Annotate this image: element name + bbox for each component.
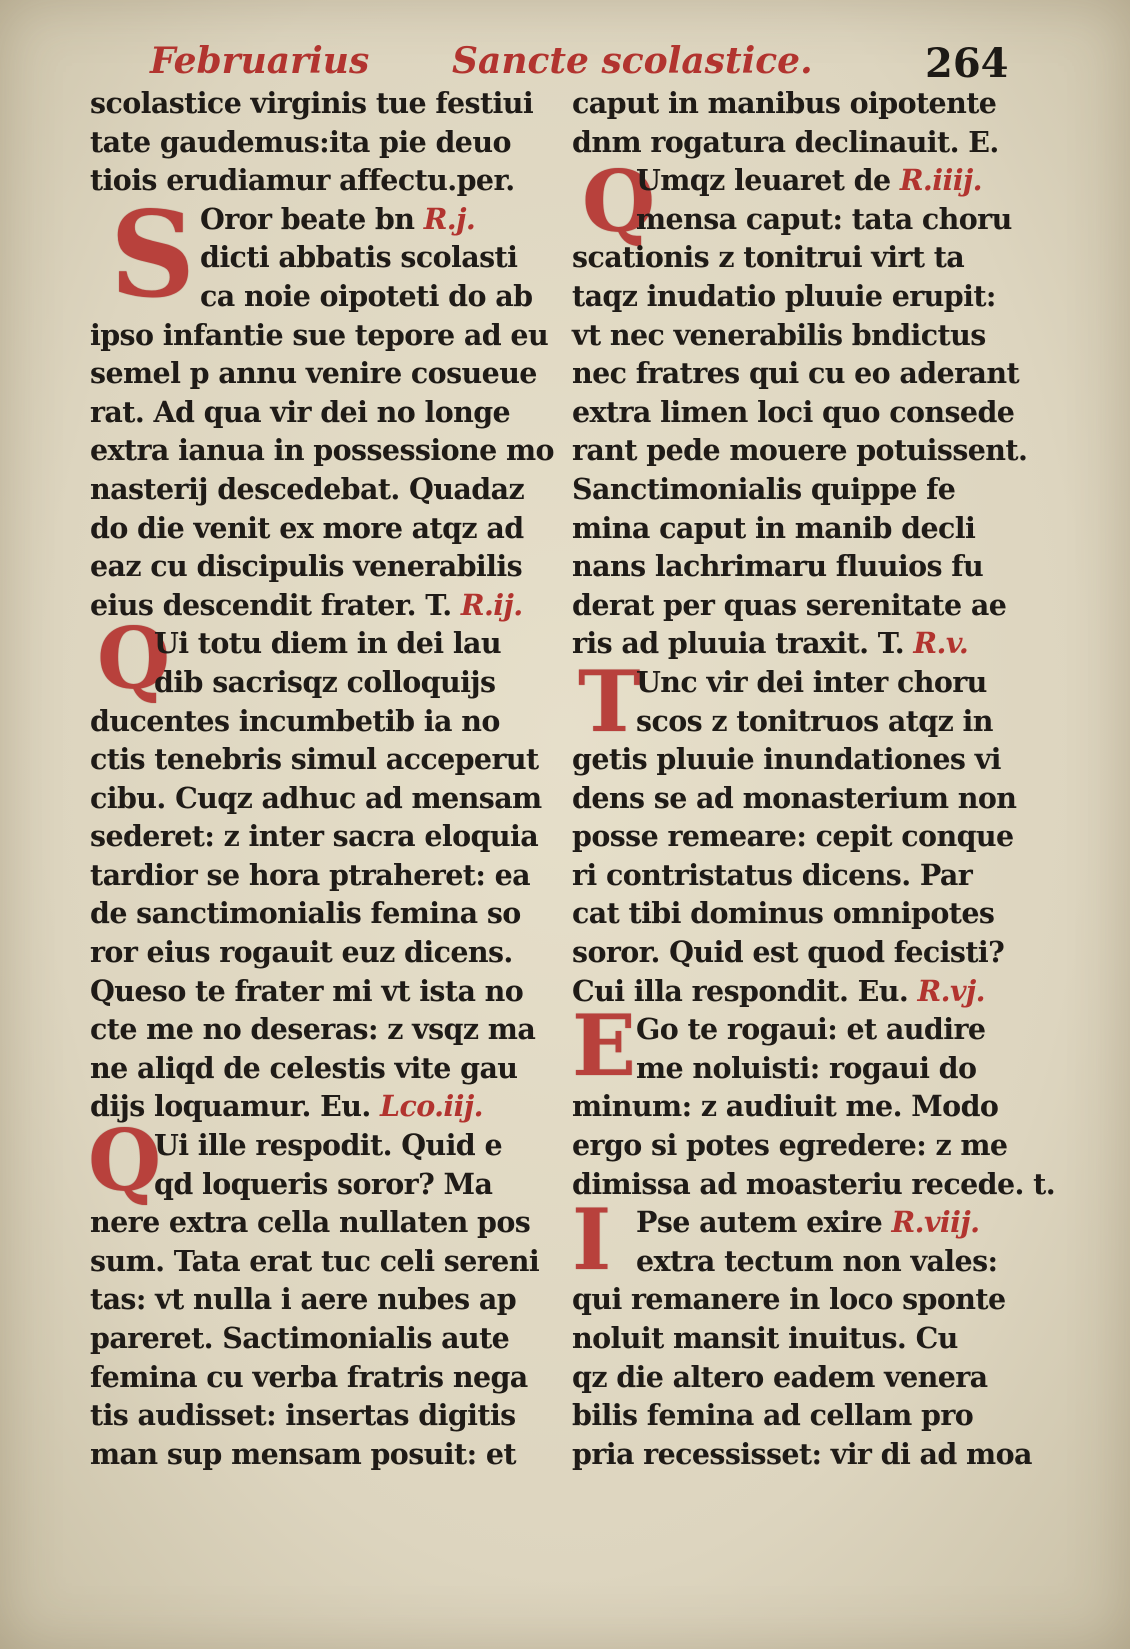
text-line: ri contristatus dicens. Par [572,857,973,892]
text-line: scolastice virginis tue festiui [90,86,534,120]
text-line: dicti abbatis scolasti [200,240,518,275]
rubric-responsory-6: R.vj. [917,973,985,1008]
text-line: tiois erudiamur affectu.per. [90,163,515,198]
text-line: extra limen loci quo consede [572,394,1015,429]
text-line: dens se ad monasterium non [572,780,1017,815]
text-line: bilis femina ad cellam pro [572,1398,974,1433]
text-line [90,1087,560,1126]
text-line: vt nec venerabilis bndictus [572,317,986,352]
text-line: extra tectum non vales: [636,1243,998,1278]
initial-q-3: Q [582,152,656,251]
text-span: Cui illa respondit. Eu. [572,973,909,1008]
text-line: ipso infantie sue tepore ad eu [90,317,549,352]
text-line: nans lachrimaru fluuios fu [572,549,984,584]
text-line: ne aliqd de celestis vite gau [90,1050,518,1085]
text-line: dimissa ad moasteriu recede. t. [572,1166,1056,1201]
text-line: sum. Tata erat tuc celi sereni [90,1243,540,1278]
text-line: ergo si potes egredere: z me [572,1128,1008,1163]
text-line: semel p annu venire cosueue [90,356,537,391]
text-line: cte me no deseras: z vsqz ma [90,1012,536,1047]
text-line: qz die altero eadem venera [572,1359,988,1394]
text-line: tardior se hora ptraheret: ea [90,857,530,892]
text-line: mina caput in manib decli [572,510,976,545]
text-line: Ui ille respodit. Quid e [154,1128,502,1163]
text-line [572,972,1028,1011]
text-line: nere extra cella nullaten pos [90,1205,531,1240]
rubric-responsory-5: R.v. [913,626,969,661]
text-line [572,1203,1028,1242]
text-line: Unc vir dei inter choru [636,664,987,699]
text-line: pareret. Sactimonialis aute [90,1321,510,1355]
initial-i: I [572,1190,612,1289]
text-line: tis audisset: insertas digitis [90,1398,516,1433]
text-line: femina cu verba fratris nega [90,1359,528,1394]
text-line: ctis tenebris simul acceperut [90,742,539,777]
text-span: ris ad pluuia traxit. T. [572,626,905,661]
rubric-lectio-3: Lco.iij. [380,1089,483,1124]
text-line: scos z tonitruos atqz in [636,703,993,738]
left-column [90,84,560,1473]
text-line: rant pede mouere potuissent. [572,433,1028,468]
text-line: scationis z tonitrui virt ta [572,240,965,275]
text-span: eius descendit frater. T. [90,587,452,622]
text-line: extra ianua in possessione mo [90,433,554,468]
text-line: cibu. Cuqz adhuc ad mensam [90,780,542,815]
text-line: dnm rogatura declinauit. E. [572,124,999,159]
text-line: sederet: z inter sacra eloquia [90,819,539,854]
text-line: ror eius rogauit euz dicens. [90,935,513,970]
text-line: pria recessisset: vir di ad moa [572,1436,1032,1471]
running-title-left: Februarius [150,40,370,82]
text-line: minum: z audiuit me. Modo [572,1089,999,1124]
text-line: rat. Ad qua vir dei no longe [90,394,511,429]
text-line: ducentes incumbetib ia no [90,703,500,738]
text-line [572,624,1028,663]
text-line: noluit mansit inuitus. Cu [572,1321,958,1355]
initial-q-1: Q [97,609,171,708]
initial-e: E [572,996,637,1095]
text-line: ca noie oipoteti do ab [200,278,533,313]
text-line [572,161,1028,200]
text-line: dib sacrisqz colloquijs [154,664,496,699]
text-line: derat per quas serenitate ae [572,587,1007,622]
text-line: tate gaudemus:ita pie deuo [90,124,511,159]
text-line: soror. Quid est quod fecisti? [572,935,1005,970]
text-line [90,200,560,239]
text-line [90,586,560,625]
text-line: posse remeare: cepit conque [572,819,1014,854]
text-line: Ui totu diem in dei lau [154,626,502,661]
rubric-responsory-4: R.iiij. [899,163,982,198]
text-line: Queso te frater mi vt ista no [90,973,524,1008]
folio-number: 264 [925,40,1009,87]
text-span: Oror beate bn [200,201,415,236]
text-line: tas: vt nulla i aere nubes ap [90,1282,517,1317]
text-line: getis pluuie inundationes vi [572,742,1001,777]
rubric-responsory-8: R.viij. [891,1205,980,1240]
text-span: Pse autem exire [636,1205,883,1240]
running-title-center: Sancte scolastice. [452,40,813,82]
text-line: cat tibi dominus omnipotes [572,896,995,931]
text-line: man sup mensam posuit: et [90,1436,516,1471]
text-line: mensa caput: tata choru [636,201,1012,236]
initial-t: T [578,652,641,751]
text-line: Sanctimonialis quippe fe [572,471,956,506]
text-line: taqz inudatio pluuie erupit: [572,278,996,313]
initial-q-2: Q [88,1111,162,1210]
text-line: do die venit ex more atqz ad [90,510,524,545]
rubric-responsory-1: R.j. [423,201,476,236]
text-line: eaz cu discipulis venerabilis [90,549,523,584]
page-header [0,40,1130,90]
text-line: qd loqueris soror? Ma [154,1166,493,1201]
text-line: Go te rogaui: et audire [636,1012,986,1047]
text-line: nec fratres qui cu eo aderant [572,356,1020,391]
rubric-responsory-2: R.ij. [460,587,523,622]
text-span: dijs loquamur. Eu. [90,1089,371,1124]
initial-s: S [110,185,196,324]
text-span: Umqz leuaret de [636,163,891,198]
right-column [572,84,1056,1473]
text-line: de sanctimonialis femina so [90,896,521,931]
text-line: caput in manibus oipotente [572,86,997,120]
text-line: nasterij descedebat. Quadaz [90,471,525,506]
text-line: qui remanere in loco sponte [572,1282,1006,1317]
text-line: me noluisti: rogaui do [636,1050,977,1085]
